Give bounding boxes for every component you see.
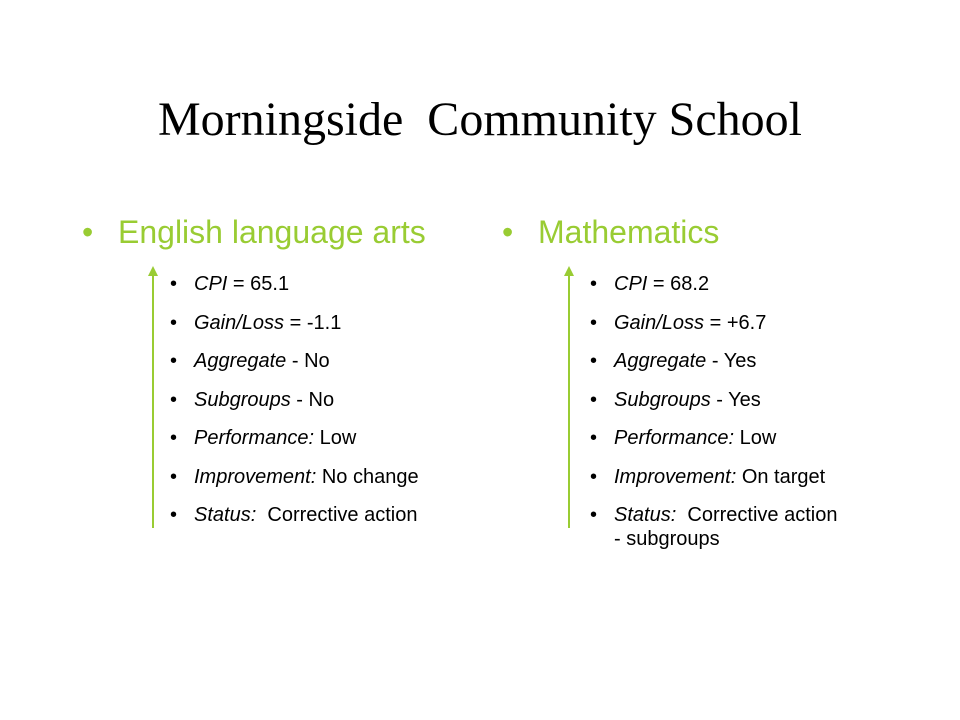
math-column (502, 214, 942, 551)
heading-bullet: • (82, 214, 94, 250)
ela-heading (82, 214, 502, 260)
slide-title: Morningside Community School (157, 93, 802, 146)
ela-heading-text: English language arts (118, 214, 426, 250)
math-heading (502, 214, 942, 260)
ela-list (170, 272, 502, 542)
ela-item-performance: • Performance: Low (170, 427, 357, 449)
math-item-improvement: • Improvement: On target (590, 465, 826, 488)
math-item-aggregate: • Aggregate - Yes (590, 350, 757, 372)
ela-item-cpi: • CPI = 65.1 (170, 273, 290, 295)
math-list (590, 272, 942, 551)
ela-column (82, 214, 502, 542)
math-item-subgroups: • Subgroups - Yes (590, 388, 761, 411)
math-item-performance: • Performance: Low (590, 427, 777, 449)
math-item-cpi: • CPI = 68.2 (590, 273, 710, 295)
math-heading-text: Mathematics (538, 214, 720, 250)
ela-item-improvement: • Improvement: No change (170, 465, 419, 488)
ela-item-status: • Status: Corrective action (170, 504, 418, 526)
ela-item-subgroups: • Subgroups - No (170, 388, 335, 411)
ela-item-aggregate: • Aggregate - No (170, 350, 330, 372)
heading-bullet: • (502, 214, 514, 250)
ela-item-gain-loss: • Gain/Loss = -1.1 (170, 311, 342, 334)
math-item-status: • Status: Corrective action - subgroups (590, 504, 838, 550)
math-item-gain-loss: • Gain/Loss = +6.7 (590, 311, 767, 334)
